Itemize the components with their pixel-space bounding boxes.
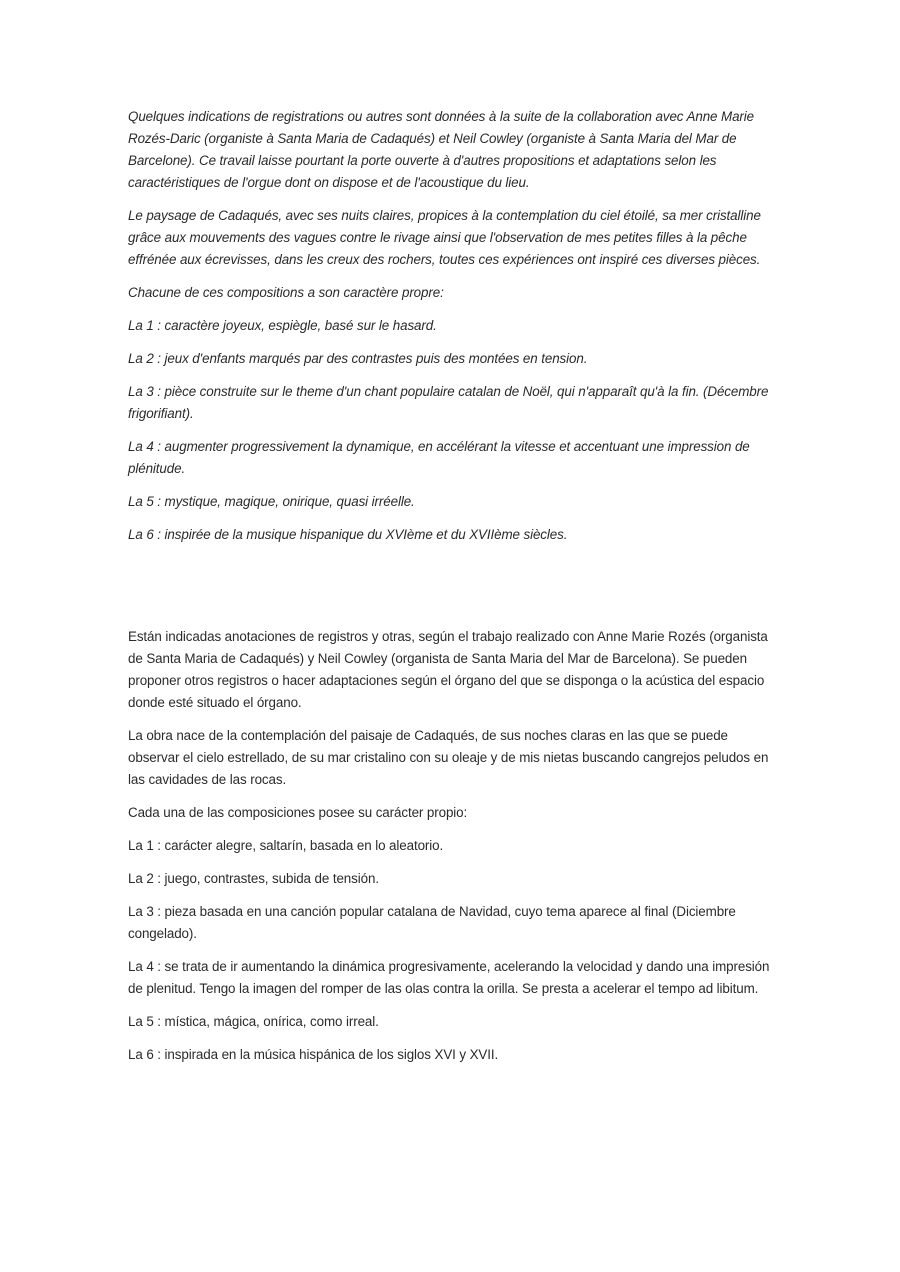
- french-landscape-paragraph: Le paysage de Cadaqués, avec ses nuits claires, propices à la contemplation du ciel étoilé, sa mer cristalline grâce aux mouvements des vagues contre le rivage ainsi que l'observation de mes petites filles à la pêche effrénée aux écrevisses, dans les creux des rochers, toutes ces expériences ont inspiré ces diverses pièces.: [128, 208, 761, 267]
- spanish-intro-paragraph: Están indicadas anotaciones de registros y otras, según el trabajo realizado con Anne Marie Rozés (organista de Santa Maria de Cadaqués) y Neil Cowley (organista de Santa Maria del Mar de Barcelona). Se pueden proponer otros registros o hacer adaptaciones según el órgano del que se disponga o la acústica del espacio donde esté situado el órgano.: [128, 629, 768, 710]
- spanish-piece-1: La 1 : carácter alegre, saltarín, basada en lo aleatorio.: [128, 838, 444, 853]
- spanish-landscape-paragraph: La obra nace de la contemplación del paisaje de Cadaqués, de sus noches claras en las que se puede observar el cielo estrellado, de su mar cristalino con su oleaje y de mis nietas buscando cangrejos peludos en las cavidades de las rocas.: [128, 728, 769, 787]
- french-piece-4: La 4 : augmenter progressivement la dynamique, en accélérant la vitesse et accentuant une impression de plénitude.: [128, 439, 750, 476]
- spanish-piece-3: La 3 : pieza basada en una canción popular catalana de Navidad, cuyo tema aparece al final (Diciembre congelado).: [128, 904, 736, 941]
- spanish-piece-2: La 2 : juego, contrastes, subida de tensión.: [128, 871, 379, 886]
- french-section: [128, 106, 780, 546]
- spanish-piece-4: La 4 : se trata de ir aumentando la dinámica progresivamente, acelerando la velocidad y dando una impresión de plenitud. Tengo la imagen del romper de las olas contra la orilla. Se presta a acelerar el tempo ad libitum.: [128, 959, 770, 996]
- spanish-section: [128, 626, 780, 1066]
- french-piece-6: La 6 : inspirée de la musique hispanique du XVIème et du XVIIème siècles.: [128, 527, 568, 542]
- french-piece-3: La 3 : pièce construite sur le theme d'un chant populaire catalan de Noël, qui n'apparaît qu'à la fin. (Décembre frigorifiant).: [128, 384, 769, 421]
- french-piece-1: La 1 : caractère joyeux, espiègle, basé sur le hasard.: [128, 318, 437, 333]
- french-intro-paragraph: Quelques indications de registrations ou autres sont données à la suite de la collaboration avec Anne Marie Rozés-Daric (organiste à Santa Maria de Cadaqués) et Neil Cowley (organiste à Santa Maria del Mar de Barcelone). Ce travail laisse pourtant la porte ouverte à d'autres propositions et adaptations selon les caractéristiques de l'orgue dont on dispose et de l'acoustique du lieu.: [128, 109, 754, 190]
- spanish-lead-paragraph: Cada una de las composiciones posee su carácter propio:: [128, 805, 468, 820]
- spanish-piece-5: La 5 : mística, mágica, onírica, como irreal.: [128, 1014, 379, 1029]
- french-piece-5: La 5 : mystique, magique, onirique, quasi irréelle.: [128, 494, 415, 509]
- spanish-piece-6: La 6 : inspirada en la música hispánica de los siglos XVI y XVII.: [128, 1047, 499, 1062]
- french-piece-2: La 2 : jeux d'enfants marqués par des contrastes puis des montées en tension.: [128, 351, 588, 366]
- french-lead-paragraph: Chacune de ces compositions a son caractère propre:: [128, 285, 444, 300]
